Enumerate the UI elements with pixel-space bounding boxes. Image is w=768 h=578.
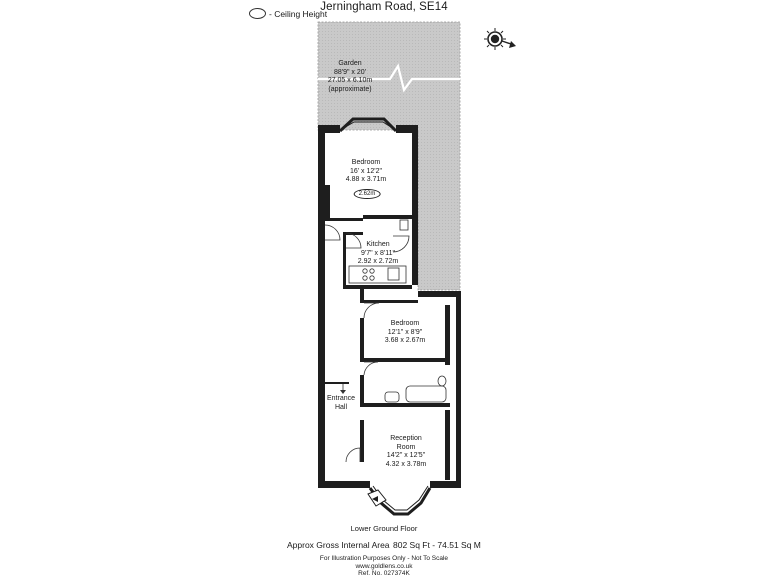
garden-label: Garden 88'9" x 20' 27.05 x 6.10m (approximate)	[327, 60, 373, 93]
floor-label: Lower Ground Floor	[350, 524, 418, 533]
reference-number: Ref. No. 027374K	[358, 570, 410, 577]
ceiling-height-badge: 2.62m	[354, 189, 381, 199]
entrance-hall-label: Entrance Hall	[326, 395, 356, 411]
area-label: Approx Gross Internal Area	[287, 540, 390, 550]
reception-room-label: Reception Room 14'2" x 12'5" 4.32 x 3.78m	[385, 435, 427, 468]
kitchen-label: Kitchen 9'7" x 8'11" 2.92 x 2.72m	[357, 241, 399, 266]
bedroom-2-label: Bedroom 12'1" x 8'9" 3.68 x 2.67m	[384, 320, 426, 345]
hall-arrow-icon	[340, 390, 346, 394]
bedroom-1-label: Bedroom 16' x 12'2" 4.88 x 3.71m	[345, 159, 387, 184]
website: www.goldlens.co.uk	[355, 563, 413, 570]
disclaimer: For Illustration Purposes Only - Not To Scale	[319, 555, 449, 562]
bathroom-fittings	[385, 376, 446, 402]
area-value: 802 Sq Ft - 74.51 Sq M	[393, 540, 481, 550]
plan-title: Jerningham Road, SE14	[320, 1, 448, 13]
legend-label: - Ceiling Height	[269, 8, 328, 19]
